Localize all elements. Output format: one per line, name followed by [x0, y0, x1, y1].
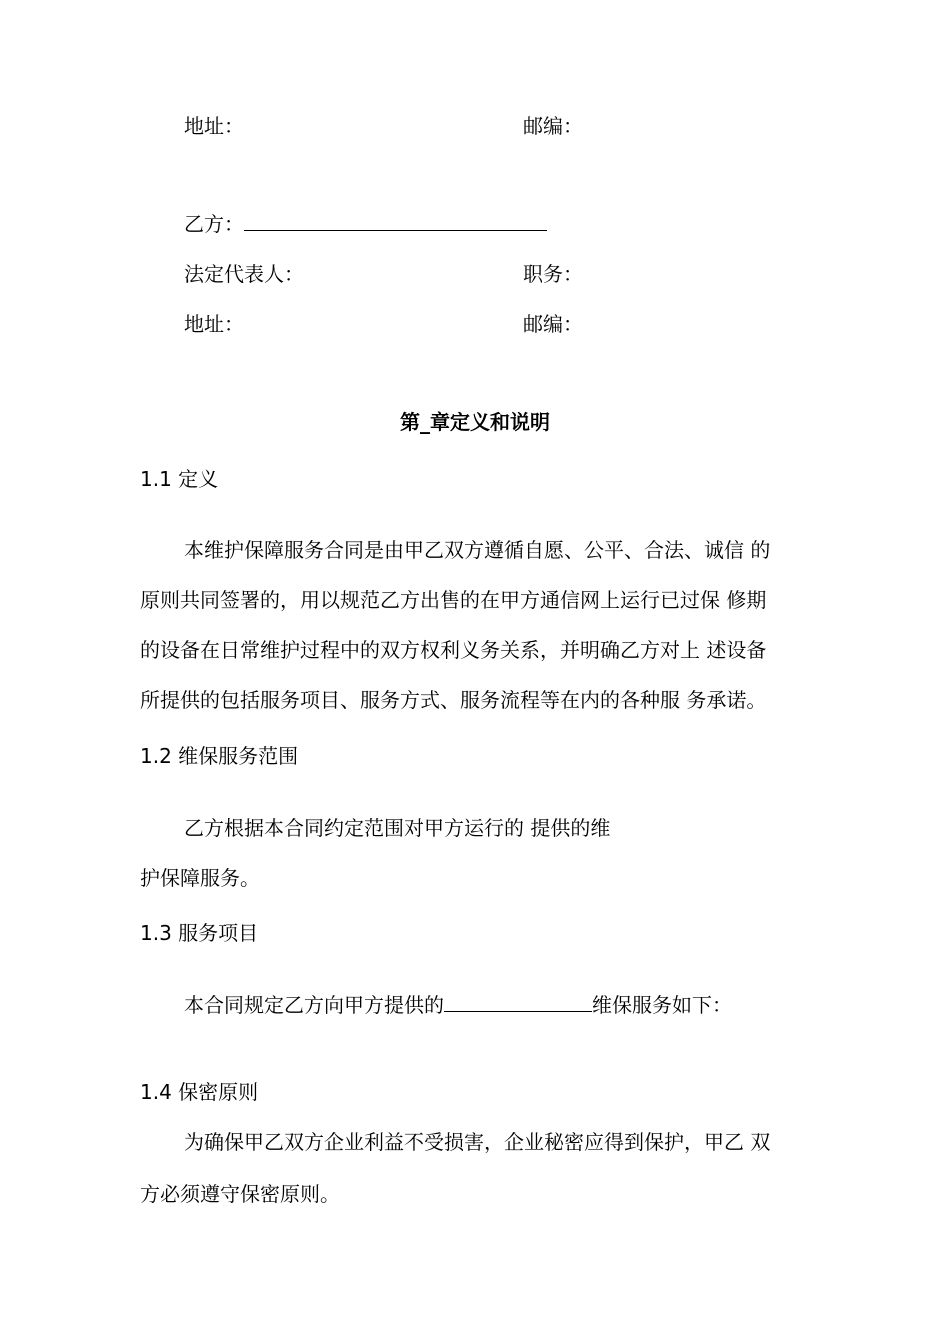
section-1-4-paragraph	[140, 1128, 820, 1208]
section-1-3-text	[184, 991, 732, 1019]
party-b-line	[184, 210, 547, 238]
service-name-blank[interactable]	[444, 991, 592, 1012]
service-text-before: 本合同规定乙方向甲方提供的	[184, 993, 444, 1017]
paragraph-line: 方必须遵守保密原则。	[140, 1182, 340, 1206]
chapter-title: 第_章定义和说明	[400, 410, 550, 434]
party-b-label: 乙方：	[184, 212, 244, 236]
party-b-name-blank[interactable]	[244, 210, 547, 231]
party-b-postcode-label: 邮编：	[523, 312, 583, 336]
section-1-1-paragraph	[140, 536, 820, 716]
paragraph-line: 本维护保障服务合同是由甲乙双方遵循自愿、公平、合法、诚信 的	[184, 538, 771, 562]
legal-rep-label: 法定代表人：	[184, 262, 304, 286]
paragraph-line: 原则共同签署的，用以规范乙方出售的在甲方通信网上运行已过保 修期	[140, 588, 767, 612]
section-1-2-paragraph	[140, 814, 820, 894]
paragraph-line: 护保障服务。	[140, 866, 260, 890]
section-1-4-heading: 1.4 保密原则	[140, 1080, 259, 1104]
paragraph-line: 为确保甲乙双方企业利益不受损害，企业秘密应得到保护，甲乙 双	[184, 1130, 771, 1154]
party-a-postcode-label: 邮编：	[523, 114, 583, 138]
position-label: 职务：	[523, 262, 583, 286]
party-a-address-label: 地址：	[184, 114, 244, 138]
section-1-1-heading: 1.1 定义	[140, 467, 219, 491]
paragraph-line: 乙方根据本合同约定范围对甲方运行的 提供的维	[184, 816, 611, 840]
section-1-2-heading: 1.2 维保服务范围	[140, 744, 299, 768]
party-b-address-label: 地址：	[184, 312, 244, 336]
paragraph-line: 所提供的包括服务项目、服务方式、服务流程等在内的各种服 务承诺。	[140, 688, 767, 712]
paragraph-line: 的设备在日常维护过程中的双方权利义务关系，并明确乙方对上 述设备	[140, 638, 767, 662]
service-text-after: 维保服务如下：	[592, 993, 732, 1017]
section-1-3-heading: 1.3 服务项目	[140, 921, 259, 945]
